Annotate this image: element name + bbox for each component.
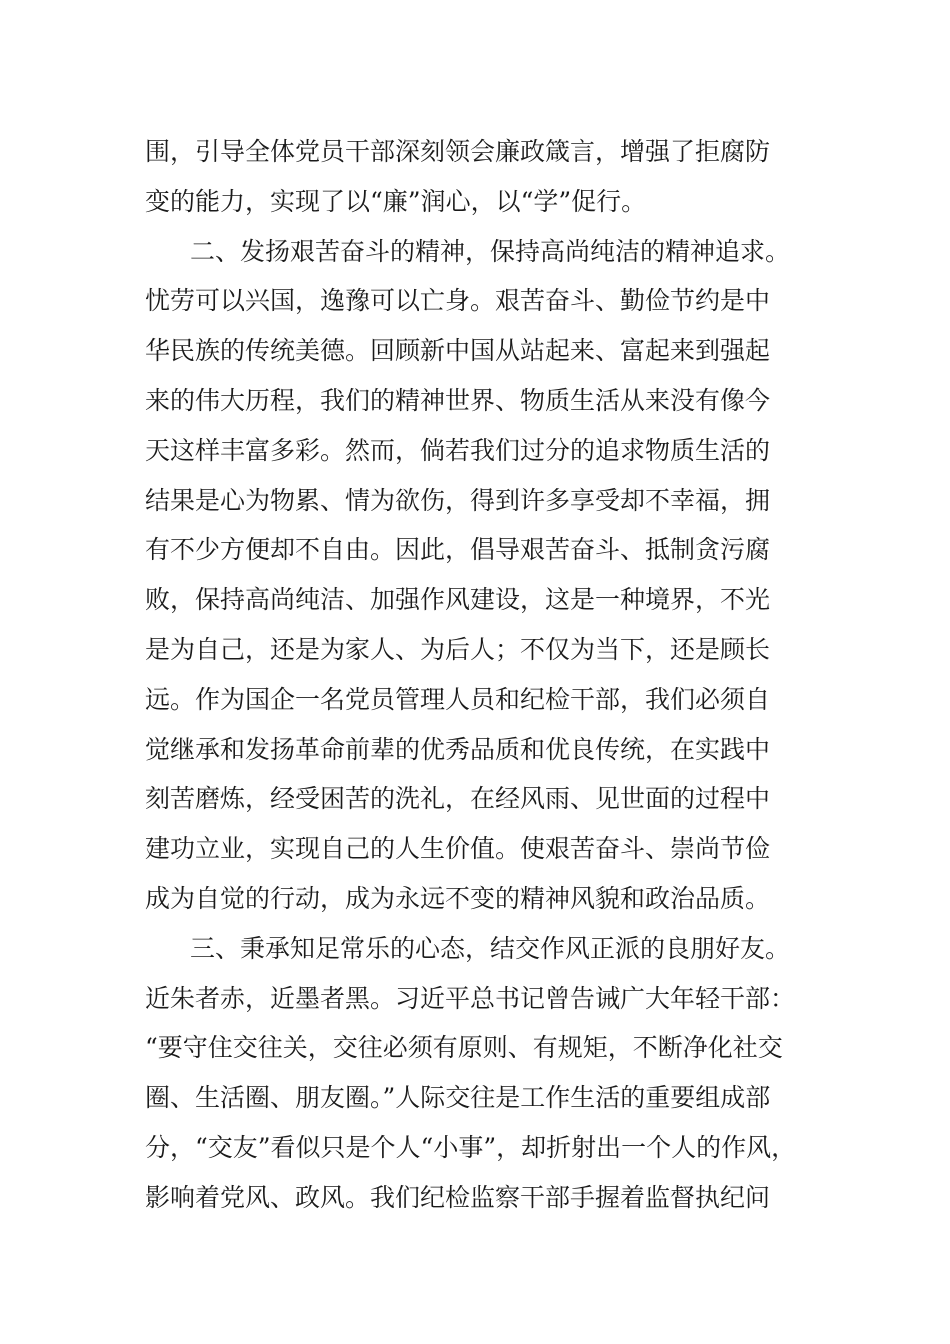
text-line: 分，“交友”看似只是个人“小事”，却折射出一个人的作风，	[145, 1132, 797, 1162]
text-line: 天这样丰富多彩。然而，倘若我们过分的追求物质生活的	[145, 435, 771, 465]
text-line: 忧劳可以兴国，逸豫可以亡身。艰苦奋斗、勤俭节约是中	[145, 286, 771, 316]
text-line: 败，保持高尚纯洁、加强作风建设，这是一种境界，不光	[145, 585, 771, 615]
body-text	[145, 127, 805, 1223]
text-line: 觉继承和发扬革命前辈的优秀品质和优良传统，在实践中	[145, 734, 771, 764]
text-line: 远。作为国企一名党员管理人员和纪检干部，我们必须自	[145, 684, 771, 714]
text-line: 圈、生活圈、朋友圈。”人际交往是工作生活的重要组成部	[145, 1083, 771, 1113]
text-line: 建功立业，实现自己的人生价值。使艰苦奋斗、崇尚节俭	[145, 834, 771, 864]
text-line: 围，引导全体党员干部深刻领会廉政箴言，增强了拒腐防	[145, 137, 771, 166]
text-line: 来的伟大历程，我们的精神世界、物质生活从来没有像今	[145, 385, 771, 415]
text-line: 成为自觉的行动，成为永远不变的精神风貌和政治品质。	[145, 883, 771, 913]
text-line: 变的能力，实现了以“廉”润心，以“学”促行。	[145, 186, 647, 216]
text-line: 结果是心为物累、情为欲伤，得到许多享受却不幸福，拥	[145, 485, 771, 515]
text-line: 近朱者赤，近墨者黑。习近平总书记曾告诫广大年轻干部：	[145, 983, 796, 1013]
text-line: 华民族的传统美德。回顾新中国从站起来、富起来到强起	[145, 336, 771, 366]
text-line: 刻苦磨炼，经受困苦的洗礼，在经风雨、见世面的过程中	[145, 784, 771, 814]
text-line: “要守住交往关，交往必须有原则、有规矩，不断净化社交	[145, 1033, 783, 1063]
paragraph-heading-line: 三、秉承知足常乐的心态，结交作风正派的良朋好友。	[190, 933, 791, 963]
text-line: 有不少方便却不自由。因此，倡导艰苦奋斗、抵制贪污腐	[145, 535, 771, 565]
paragraph-heading-line: 二、发扬艰苦奋斗的精神，保持高尚纯洁的精神追求。	[190, 236, 791, 266]
text-line: 影响着党风、政风。我们纪检监察干部手握着监督执纪问	[145, 1182, 771, 1212]
text-line: 是为自己，还是为家人、为后人；不仅为当下，还是顾长	[145, 634, 771, 664]
